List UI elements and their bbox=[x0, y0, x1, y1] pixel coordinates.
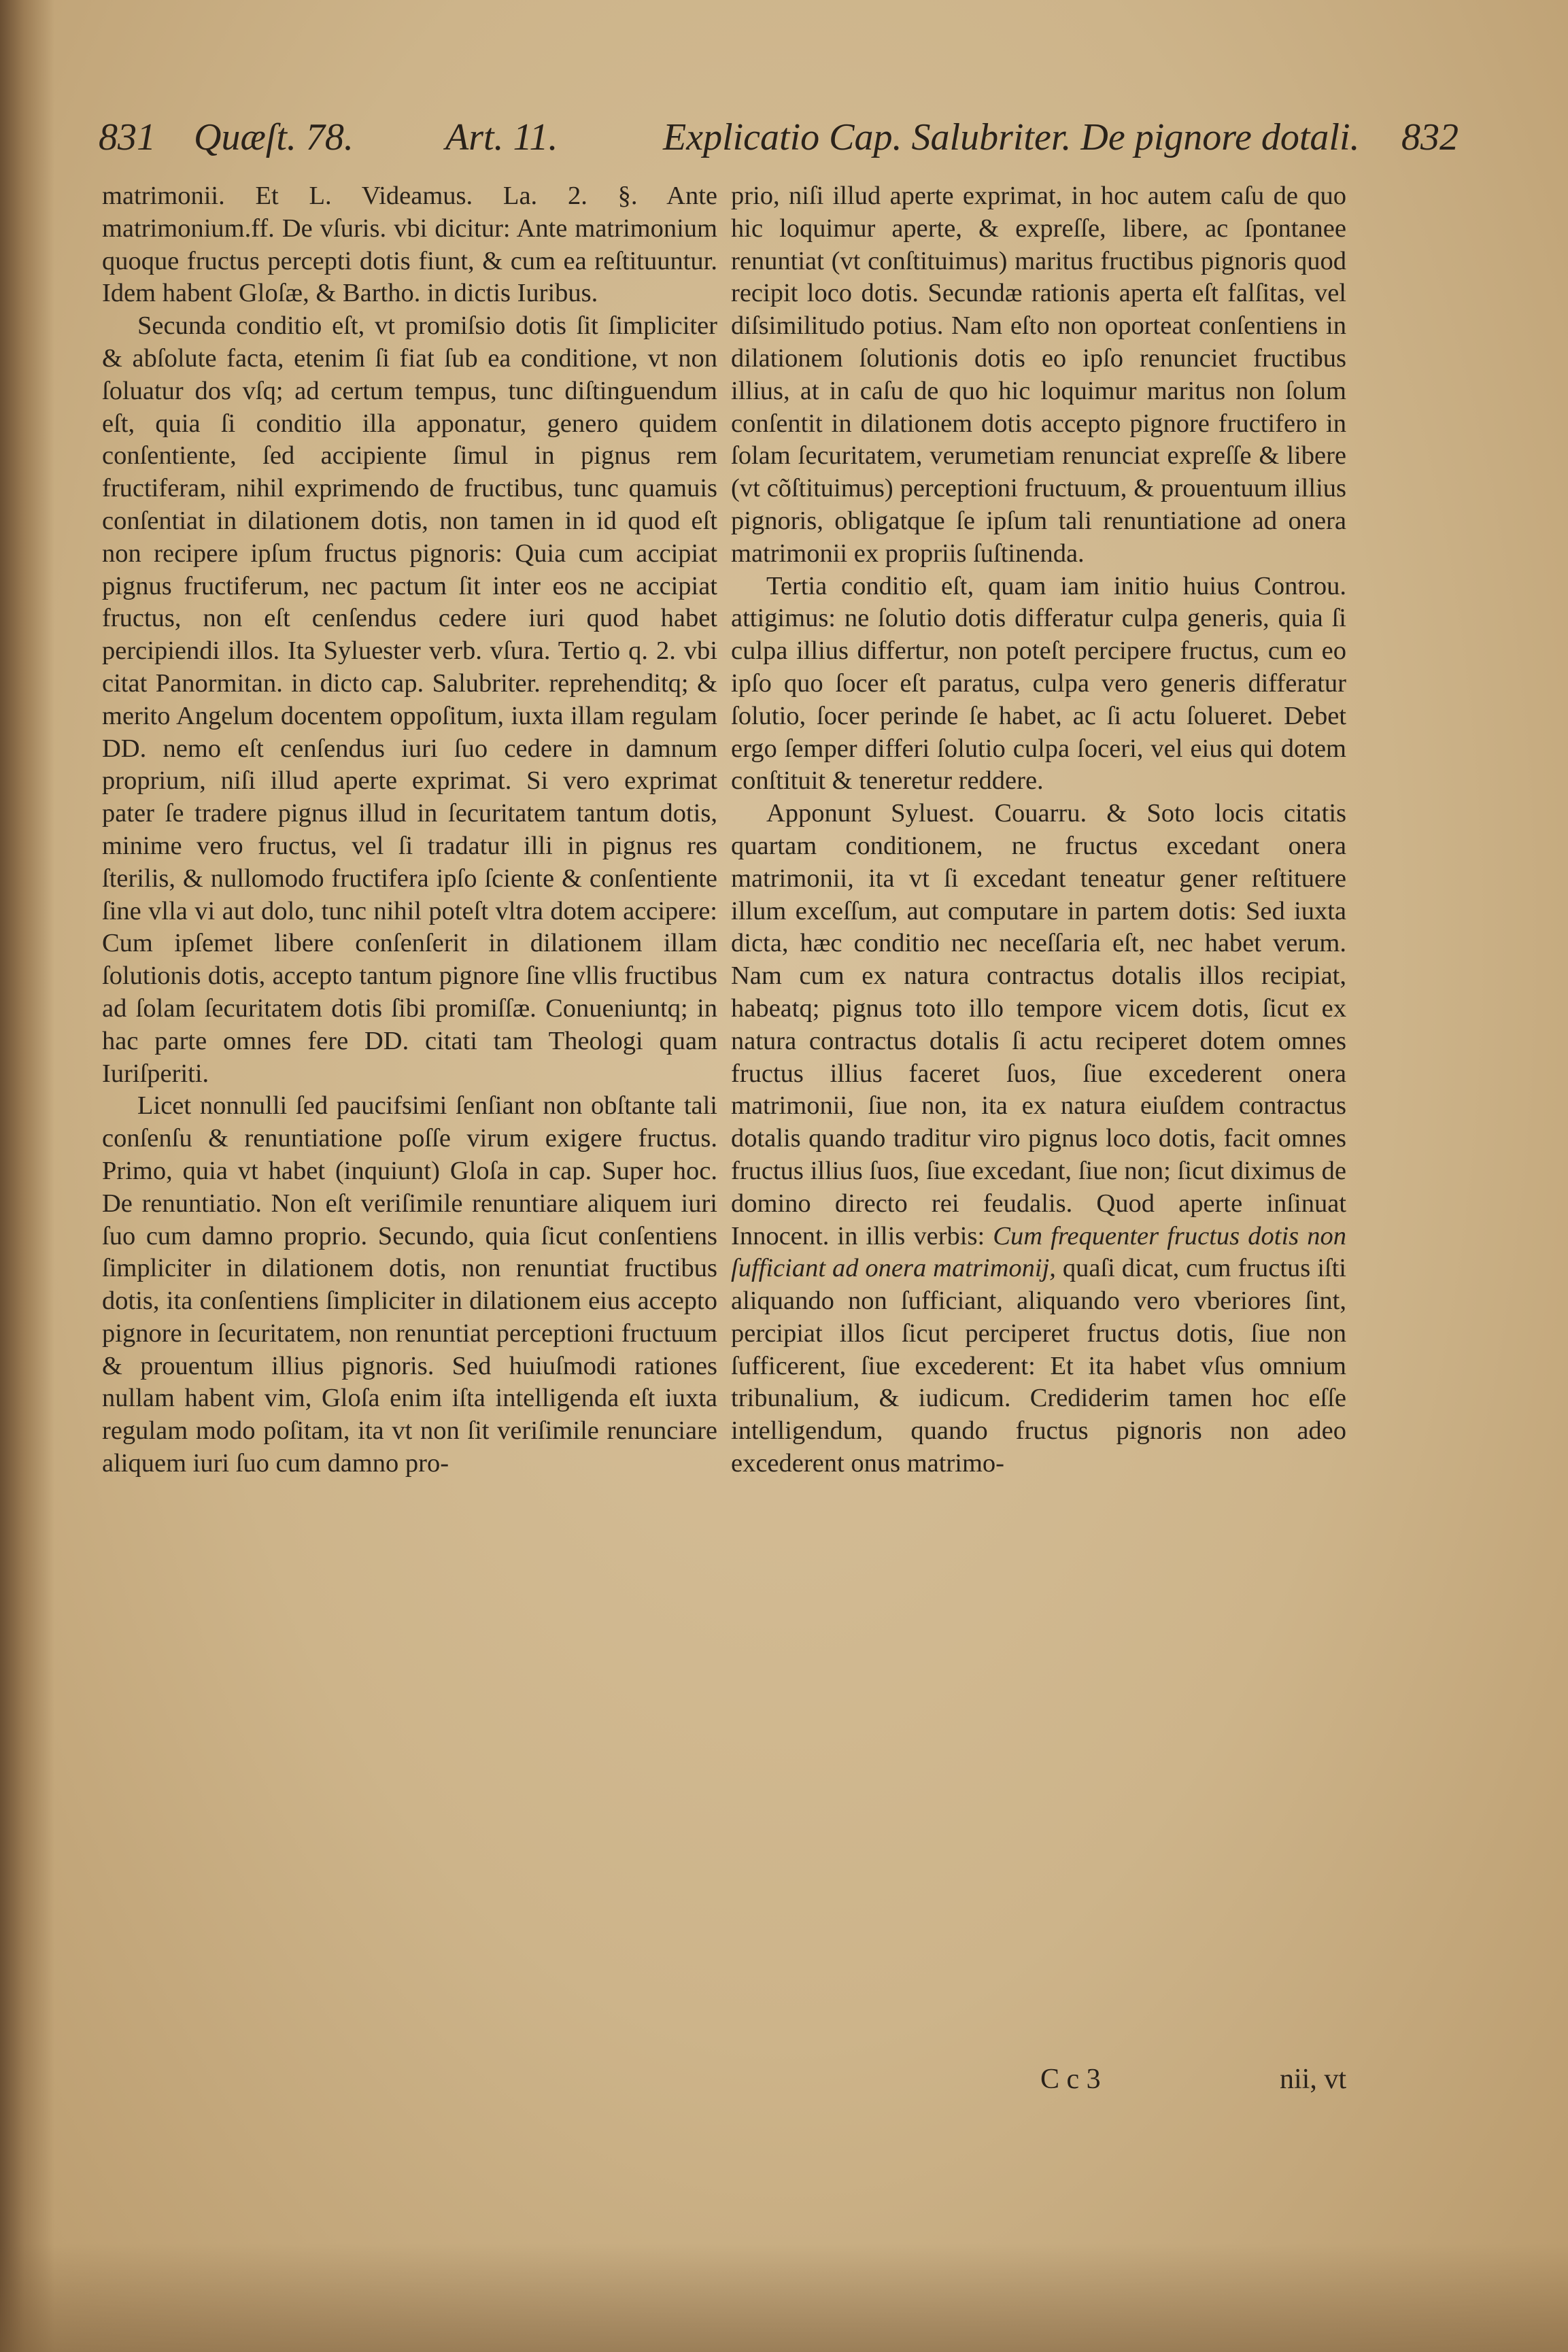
running-header bbox=[92, 116, 1459, 170]
page-number-left: 831 bbox=[99, 116, 156, 158]
page-number-right: 832 bbox=[1401, 116, 1459, 158]
paragraph: matrimonii. Et L. Videamus. La. 2. §. Ante matrimonium.ff. De vſuris. vbi dicitur: Ante matrimonium quoque fructus percepti dotis fiunt, & cum ea reſtituuntur. Idem habent Gloſæ, & Bartho. in dictis Iuribus. bbox=[102, 182, 717, 308]
paragraph: Tertia conditio eſt, quam iam initio huius Controu. attigimus: ne ſolutio dotis differatur culpa generis, quia ſi culpa illius differtur, non poteſt percipere fructus, cum eo ipſo quo ſocer eſt paratus, culpa vero generis differatur ſolutio, ſocer perinde ſe habet, ac ſi actu ſolueret. Debet ergo ſemper differi ſolutio culpa ſoceri, vel eius qui dotem conſtituit & teneretur reddere. bbox=[731, 571, 1346, 796]
italic-quotation: Cum frequenter fructus dotis non ſufficiant ad onera matrimonij, bbox=[731, 1221, 1347, 1283]
left-column bbox=[102, 180, 717, 1480]
page-footer bbox=[731, 2063, 1346, 2104]
paragraph: prio, niſi illud aperte exprimat, in hoc autem caſu de quo hic loquimur aperte, & expreſſe, libere, ac ſpontanee renuntiat (vt conſtituimus) maritus fructibus pignoris quod recipit loco dotis. Secundæ rationis aperta eſt falſitas, vel diſsimilitudo potius. Nam eſto non oporteat conſentiens in dilationem ſolutionis dotis eo ipſo renunciet fructibus illius, at in caſu de quo hic loquimur maritus non ſolum conſentit in dilationem dotis accepto pignore fructifero in ſolam ſecuritatem, verumetiam renunciat expreſſe & libere (vt cõſtituimus) perceptioni fructuum, & prouentuum illius pignoris, obligatque ſe ipſum tali renuntiatione ad onera matrimonii ex propriis ſuſtinenda. bbox=[731, 182, 1346, 568]
paragraph bbox=[731, 798, 1346, 1480]
running-title: Explicatio Cap. Salubriter. De pignore dotali. bbox=[663, 116, 1360, 158]
catchword: nii, vt bbox=[1279, 2064, 1346, 2095]
paragraph-text: Apponunt Syluest. Couarru. & Soto locis citatis quartam conditionem, ne fructus excedant onera matrimonii, ita vt ſi excedant teneatur gener reſtituere illum exceſſum, aut computare in partem dotis: Sed iuxta dicta, hæc conditio nec neceſſaria eſt, nec habet verum. Nam cum ex natura contractus dotalis illos recipiat, habeatq; pignus toto illo tempore vicem dotis, ſicut ex natura contractus dotalis ſi actu reciperet dotem omnes fructus illius faceret ſuos, ſiue excederent onera matrimonii, ſiue non, ita ex natura eiuſdem contractus dotalis quando traditur viro pignus loco dotis, facit omnes fructus illius ſuos, ſiue excedant, ſiue non; ſicut diximus de domino directo rei feudalis. Quod aperte inſinuat Innocent. in illis verbis: bbox=[731, 799, 1346, 1250]
paragraph: Licet nonnulli ſed paucifsimi ſenſiant non obſtante tali conſenſu & renuntiatione poſſe virum exigere fructus. Primo, quia vt habet (inquiunt) Gloſa in cap. Super hoc. De renuntiatio. Non eſt veriſimile renuntiare aliquem iuri ſuo cum damno proprio. Secundo, quia ſicut conſentiens ſimpliciter in dilationem dotis, non renuntiat fructibus dotis, ita conſentiens ſimpliciter in dilationem eius accepto pignore in ſecuritatem, non renuntiat perceptioni fructuum & prouentum illius pignoris. Sed huiuſmodi rationes nullam habent vim, Gloſa enim iſta intelligenda eſt iuxta regulam modo poſitam, ita vt non ſit veriſimile renunciare aliquem iuri ſuo cum damno pro- bbox=[102, 1091, 717, 1478]
signature-mark: C c 3 bbox=[1040, 2064, 1101, 2095]
question-reference: Quæſt. 78. bbox=[194, 116, 354, 158]
page-shadow-bottom bbox=[0, 2243, 1568, 2352]
paragraph-continuation: quaſi dicat, cum fructus iſti aliquando non ſufficiant, aliquando vero vberiores ſint, percipiat illos ſicut perciperet fructus dotis, ſiue non ſufficerent, ſiue excederent: Et ita habet vſus omnium tribunalium, & iudicum. Crediderim tamen hoc eſſe intelligendum, quando fructus pignoris non adeo excederent onus matrimo- bbox=[731, 1254, 1346, 1478]
page-shadow-left bbox=[0, 0, 54, 2352]
article-reference: Art. 11. bbox=[445, 116, 558, 158]
right-column bbox=[731, 180, 1346, 1480]
paragraph: Secunda conditio eſt, vt promiſsio dotis ſit ſimpliciter & abſolute facta, etenim ſi fiat ſub ea conditione, vt non ſoluatur dos vſq; ad certum tempus, tunc diſtinguendum eſt, quia ſi conditio illa apponatur, genero quidem conſentiente, ſed accipiente ſimul in pignus rem fructiferam, nihil exprimendo de fructibus, tunc quamuis conſentiat in dilationem dotis, non tamen in id quod eſt non recipere ipſum fructus pignoris: Quia cum accipiat pignus fructiferum, nec pactum ſit inter eos ne accipiat fructus, non eſt cenſendus cedere iuri quod habet percipiendi illos. Ita Syluester verb. vſura. Tertio q. 2. vbi citat Panormitan. in dicto cap. Salubriter. reprehenditq; & merito Angelum docentem oppoſitum, iuxta illam regulam DD. nemo eſt cenſendus iuri ſuo cedere in damnum proprium, niſi illud aperte exprimat. Si vero exprimat pater ſe tradere pignus illud in ſecuritatem tantum dotis, minime vero fructus, vel ſi tradatur illi in pignus res ſterilis, & nullomodo fructifera ipſo ſciente & conſentiente ſine vlla vi aut dolo, tunc nihil poteſt vltra dotem accipere: Cum ipſemet libere conſenſerit in dilationem illam ſolutionis dotis, accepto tantum pignore ſine vllis fructibus ad ſolam ſecuritatem dotis ſibi promiſſæ. Conueniuntq; in hac parte omnes fere DD. citati tam Theologi quam Iuriſperiti. bbox=[102, 311, 717, 1088]
